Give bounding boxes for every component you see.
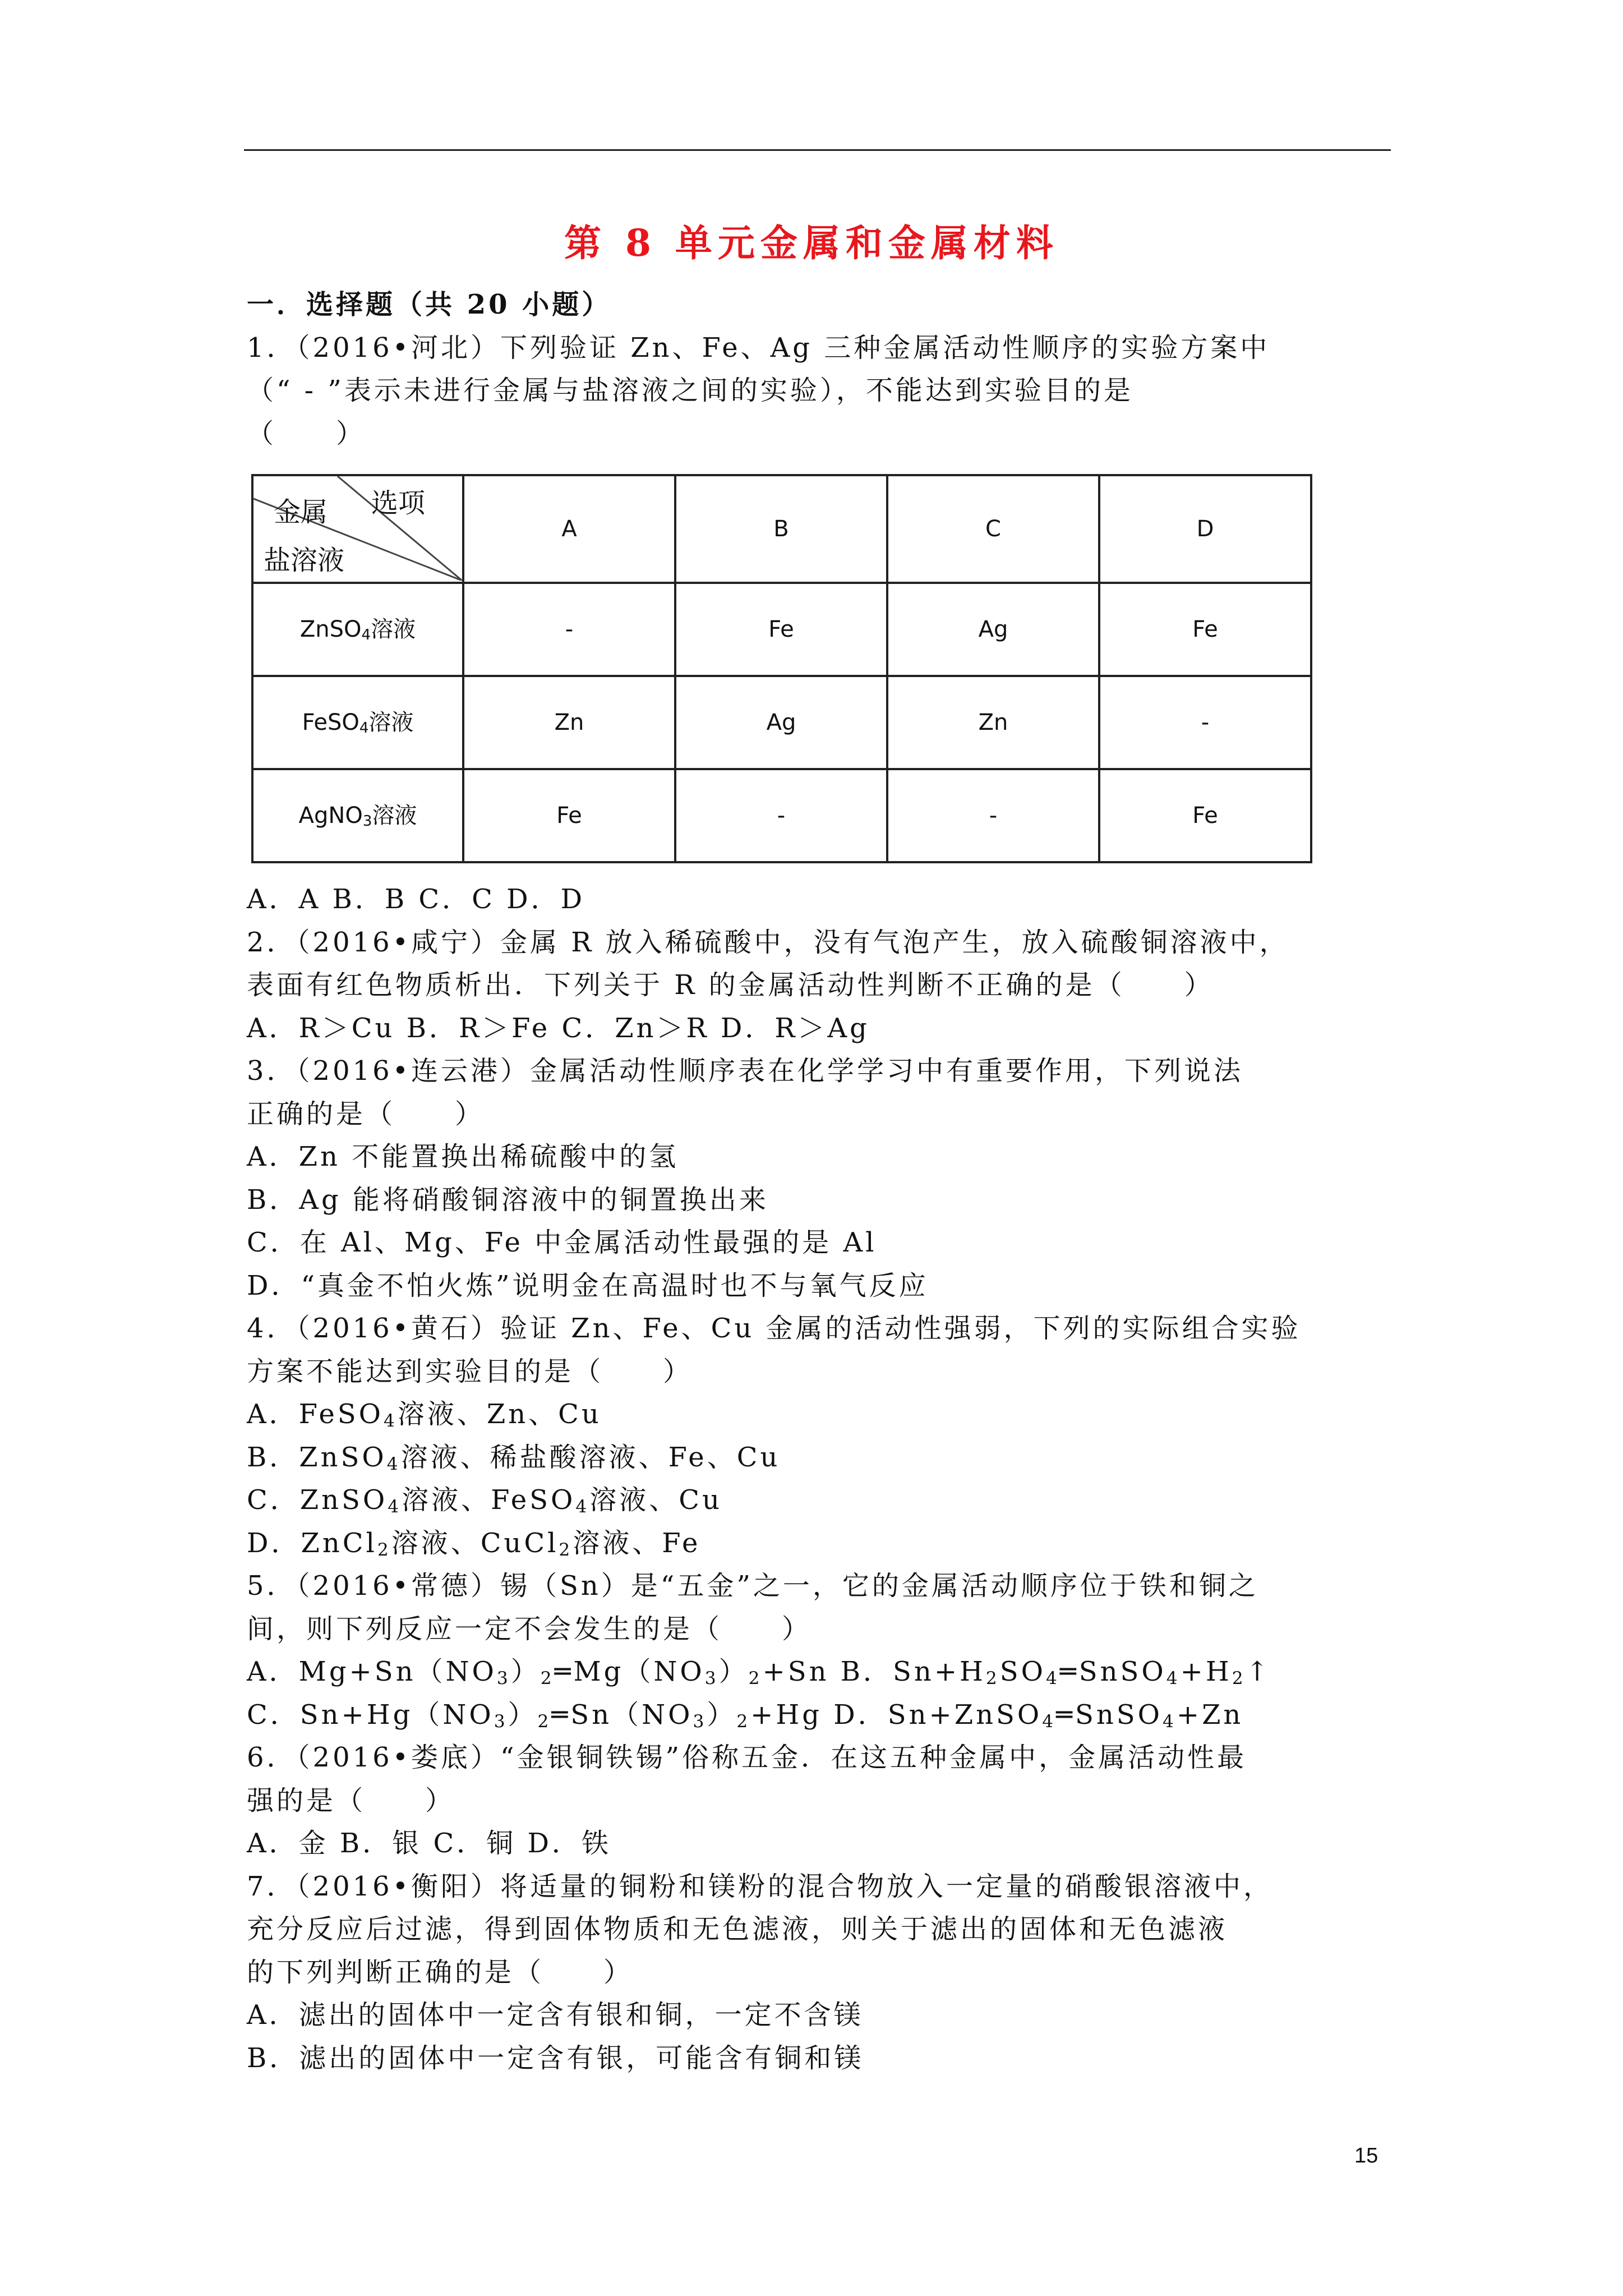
q6-line-1: 6．（2016•娄底）“金银铜铁锡”俗称五金．在这五种金属中，金属活动性最 — [247, 1742, 1247, 1773]
q1-line-1: 1．（2016•河北）下列验证 Zn、Fe、Ag 三种金属活动性顺序的实验方案中 — [247, 332, 1270, 364]
q5-line-2: 间，则下列反应一定不会发生的是（ ） — [247, 1613, 812, 1645]
table-cell: Fe — [1099, 769, 1311, 862]
q3-option-b: B．Ag 能将硝酸铜溶液中的铜置换出来 — [247, 1184, 769, 1216]
table-corner-cell — [252, 475, 463, 583]
q3-line-2: 正确的是（ ） — [247, 1098, 485, 1130]
table-cell: Fe — [463, 769, 675, 862]
q4-option-a: A．FeSO$_4$溶液、Zn、Cu — [247, 1398, 602, 1432]
table-cell: - — [887, 769, 1099, 862]
table-cell: Zn — [463, 676, 675, 769]
q4-option-b: B．ZnSO$_4$溶液、稀盐酸溶液、Fe、Cu — [247, 1441, 781, 1474]
corner-solution-label: 盐溶液 — [264, 545, 345, 576]
document-body — [247, 283, 1396, 2079]
q4-option-d: D．ZnCl$_2$溶液、CuCl$_2$溶液、Fe — [247, 1527, 701, 1560]
page-title: 第 8 单元金属和金属材料 — [564, 221, 1059, 265]
table-cell: Fe — [675, 583, 887, 676]
col-header-b: B — [675, 475, 887, 583]
page-number: 15 — [1354, 2144, 1378, 2168]
header-rule — [244, 149, 1391, 151]
table-cell: - — [1099, 676, 1311, 769]
q3-option-d: D．“真金不怕火炼”说明金在高温时也不与氧气反应 — [247, 1269, 929, 1301]
table-cell: Zn — [887, 676, 1099, 769]
row-label-feso4: FeSO$_4$溶液 — [252, 676, 463, 769]
q1-table — [251, 474, 1312, 863]
corner-metal-label: 金属 — [274, 496, 328, 528]
q6-options: A．金 B．银 C．铜 D．铁 — [247, 1828, 611, 1859]
q4-option-c: C．ZnSO$_4$溶液、FeSO$_4$溶液、Cu — [247, 1484, 722, 1517]
q7-option-a: A．滤出的固体中一定含有银和铜，一定不含镁 — [247, 1999, 864, 2031]
q3-option-a: A．Zn 不能置换出稀硫酸中的氢 — [247, 1141, 679, 1172]
q5-options-ab: A．$Mg+Sn(NO_3)_2═Mg(NO_3)_2+Sn$ B．$Sn+H_2SO_4═SnSO_4+H_2↑$ — [247, 1656, 1271, 1689]
q5-options-cd: C．$Sn+Hg(NO_3)_2═Sn(NO_3)_2+Hg$ D．Sn+ZnSO$_4$═SnSO$_4$+Zn — [247, 1699, 1244, 1732]
q3-line-1: 3．（2016•连云港）金属活动性顺序表在化学学习中有重要作用，下列说法 — [247, 1055, 1244, 1087]
q1-line-3: （ ） — [247, 417, 366, 449]
col-header-d: D — [1099, 475, 1311, 583]
row-label-znso4: ZnSO$_4$溶液 — [252, 583, 463, 676]
table-cell: Ag — [887, 583, 1099, 676]
q1-options: A．A B．B C．C D．D — [247, 884, 585, 915]
corner-option-label: 选项 — [371, 487, 426, 519]
table-row — [252, 583, 1311, 676]
q3-option-c: C．在 Al、Mg、Fe 中金属活动性最强的是 Al — [247, 1227, 877, 1258]
q2-line-2: 表面有红色物质析出．下列关于 R 的金属活动性判断不正确的是（ ） — [247, 969, 1214, 1001]
q7-line-3: 的下列判断正确的是（ ） — [247, 1956, 634, 1988]
q7-option-b: B．滤出的固体中一定含有银，可能含有铜和镁 — [247, 2042, 864, 2074]
table-cell: Fe — [1099, 583, 1311, 676]
col-header-a: A — [463, 475, 675, 583]
q7-line-2: 充分反应后过滤，得到固体物质和无色滤液，则关于滤出的固体和无色滤液 — [247, 1913, 1228, 1945]
q4-line-2: 方案不能达到实验目的是（ ） — [247, 1355, 693, 1387]
q5-line-1: 5．（2016•常德）锡（Sn）是“五金”之一，它的金属活动顺序位于铁和铜之 — [247, 1570, 1258, 1602]
table-row — [252, 769, 1311, 862]
q7-line-1: 7．（2016•衡阳）将适量的铜粉和镁粉的混合物放入一定量的硝酸银溶液中， — [247, 1870, 1274, 1902]
q4-line-1: 4．（2016•黄石）验证 Zn、Fe、Cu 金属的活动性强弱，下列的实际组合实验 — [247, 1313, 1301, 1344]
table-cell: Ag — [675, 676, 887, 769]
table-row — [252, 676, 1311, 769]
q2-options: A．R＞Cu B．R＞Fe C．Zn＞R D．R＞Ag — [247, 1012, 870, 1044]
row-label-agno3: AgNO$_3$溶液 — [252, 769, 463, 862]
col-header-c: C — [887, 475, 1099, 583]
table-cell: - — [675, 769, 887, 862]
q1-table-wrapper — [251, 474, 1396, 863]
q1-line-2: （“ - ”表示未进行金属与盐溶液之间的实验），不能达到实验目的是 — [247, 375, 1133, 406]
section-heading: 一．选择题（共 20 小题） — [247, 289, 612, 320]
q6-line-2: 强的是（ ） — [247, 1784, 455, 1816]
table-cell: - — [463, 583, 675, 676]
q2-line-1: 2．（2016•咸宁）金属 R 放入稀硫酸中，没有气泡产生，放入硫酸铜溶液中， — [247, 926, 1289, 958]
